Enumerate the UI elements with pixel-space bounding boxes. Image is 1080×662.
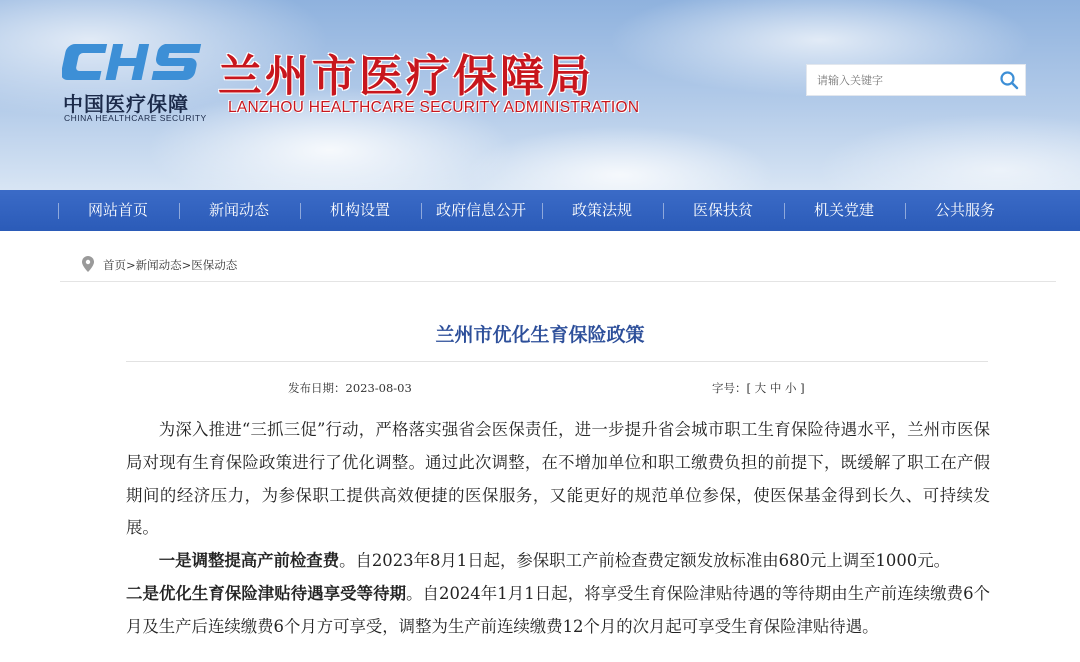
search-box xyxy=(806,64,1026,96)
breadcrumb-news[interactable]: 新闻动态 xyxy=(135,258,182,272)
breadcrumb-home[interactable]: 首页 xyxy=(103,258,126,272)
search-button[interactable] xyxy=(993,65,1025,95)
nav-item-news[interactable]: 新闻动态 xyxy=(208,201,269,219)
logo-chinese-text: 中国医疗保障 xyxy=(63,92,189,116)
breadcrumb xyxy=(60,246,1056,282)
search-input[interactable] xyxy=(807,65,993,95)
search-icon xyxy=(999,70,1019,90)
nav-item-home[interactable]: 网站首页 xyxy=(87,201,148,219)
nav-item-gov-info[interactable]: 政府信息公开 xyxy=(435,201,526,219)
nav-item-organization[interactable]: 机构设置 xyxy=(329,201,390,219)
font-size-small[interactable]: 小 xyxy=(784,381,797,395)
point-two-text: 。自2024年1月1日起，将享受生育保险津贴待遇的等待期由生产前连续缴费6个月及生产后连续缴费6个月方可享受，调整为生产前连续缴费12个月的次月起可享受生育保险津贴待遇。 xyxy=(126,583,991,636)
font-size-large[interactable]: 大 xyxy=(754,381,767,395)
article-body xyxy=(126,414,990,644)
breadcrumb-medical-news[interactable]: 医保动态 xyxy=(191,258,238,272)
font-size-label: 字号： xyxy=(712,381,747,395)
publish-date xyxy=(288,380,412,396)
publish-date-label: 发布日期： xyxy=(288,381,346,395)
title-divider xyxy=(126,361,988,362)
paragraph-intro: 为深入推进“三抓三促”行动，严格落实强省会医保责任，进一步提升省会城市职工生育保险待遇水平，兰州市医保局对现有生育保险政策进行了优化调整。通过此次调整，在不增加单位和职工缴费负担的前提下，既缓解了职工在产假期间的经济压力，为参保职工提供高效便捷的医保服务，又能更好的规范单位参保，使医保基金得到长久、可持续发展。 xyxy=(126,420,990,538)
nav-item-poverty-relief[interactable]: 医保扶贫 xyxy=(692,201,753,219)
header-banner xyxy=(0,0,1080,190)
location-pin-icon xyxy=(82,256,94,272)
paragraph-point-two xyxy=(126,578,990,644)
breadcrumb-trail xyxy=(103,257,237,273)
main-nav xyxy=(0,190,1080,231)
paragraph-point-one xyxy=(126,545,990,578)
point-one-text: 。自2023年8月1日起，参保职工产前检查费定额发放标准由680元上调至1000元。 xyxy=(339,551,950,571)
nav-item-policies[interactable]: 政策法规 xyxy=(571,201,632,219)
font-size-selector: 字号：[ 大 中 小 ] xyxy=(712,381,805,395)
breadcrumb-separator: > xyxy=(126,258,136,272)
nav-item-public-services[interactable]: 公共服务 xyxy=(934,201,995,219)
font-size-medium[interactable]: 中 xyxy=(769,381,782,395)
chs-logo-icon xyxy=(62,40,202,84)
breadcrumb-separator: > xyxy=(181,258,192,272)
publish-date-value: 2023-08-03 xyxy=(345,381,412,395)
site-subtitle: LANZHOU HEALTHCARE SECURITY ADMINISTRATION xyxy=(228,99,640,116)
point-one-heading: 一是调整提高产前检查费 xyxy=(158,551,340,571)
site-title[interactable]: 兰州市医疗保障局 xyxy=(218,51,594,102)
logo-english-text: CHINA HEALTHCARE SECURITY xyxy=(64,113,207,123)
article-title: 兰州市优化生育保险政策 xyxy=(435,324,645,346)
point-two-heading: 二是优化生育保险津贴待遇享受等待期 xyxy=(126,583,407,603)
nav-item-party-building[interactable]: 机关党建 xyxy=(813,201,874,219)
